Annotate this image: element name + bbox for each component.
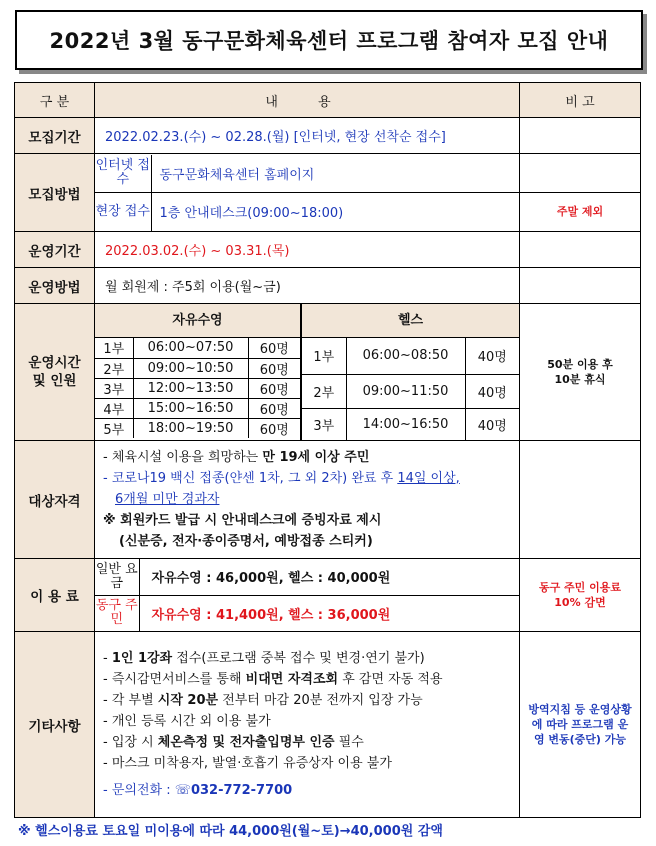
fees-label: 이 용 료 xyxy=(15,559,95,632)
swim-part: 1부 xyxy=(95,338,133,358)
swim-cap: 60명 xyxy=(248,398,300,418)
general-fee-label: 일반 요금 xyxy=(95,559,139,595)
swim-row xyxy=(95,418,300,438)
gym-cap: 40명 xyxy=(465,374,519,408)
gym-time: 14:00~16:50 xyxy=(346,408,465,440)
swim-table xyxy=(95,338,300,438)
eligibility-line-5: (신분증, 전자·종이증명서, 예방접종 스티커) xyxy=(119,534,373,549)
swim-time: 12:00~13:50 xyxy=(133,378,248,398)
swim-time: 06:00~07:50 xyxy=(133,338,248,358)
recruit-method-row xyxy=(15,154,641,232)
schedule-note: 50분 이용 후 10분 휴식 xyxy=(547,358,613,386)
swim-row xyxy=(95,398,300,418)
phone-number[interactable]: 032-772-7700 xyxy=(190,783,293,798)
title-box xyxy=(15,10,643,70)
gym-part: 3부 xyxy=(302,408,346,440)
others-item: - 개인 등록 시간 외 이용 불가 xyxy=(103,714,271,729)
header-content: 내 용 xyxy=(95,83,520,118)
eligibility-label: 대상자격 xyxy=(15,441,95,559)
eligibility-line-4: ※ 회원카드 발급 시 안내데스크에 증빙자료 제시 xyxy=(103,513,382,528)
operation-period-value: 2022.03.02.(수) ~ 03.31.(목) xyxy=(95,232,520,268)
swim-part: 3부 xyxy=(95,378,133,398)
swim-part: 4부 xyxy=(95,398,133,418)
onsite-label: 현장 접수 xyxy=(95,193,151,231)
schedule-label: 운영시간 및 인원 xyxy=(28,355,81,389)
internet-value: 동구문화체육센터 홈페이지 xyxy=(151,155,519,193)
onsite-value: 1층 안내데스크(09:00~18:00) xyxy=(151,193,519,231)
general-fee-value: 자유수영 : 46,000원, 헬스 : 40,000원 xyxy=(139,559,519,595)
operation-method-label: 운영방법 xyxy=(15,268,95,304)
swim-time: 15:00~16:50 xyxy=(133,398,248,418)
eligibility-line-2: - 코로나19 백신 접종(얀센 1차, 그 외 2차) 완료 후 14일 이상, xyxy=(103,471,460,486)
others-item: - 각 부별 시작 20분 전부터 마감 20분 전까지 입장 가능 xyxy=(103,693,423,708)
swim-part: 2부 xyxy=(95,358,133,378)
swim-part: 5부 xyxy=(95,418,133,438)
recruit-period-row xyxy=(15,118,641,154)
internet-label: 인터넷 접수 xyxy=(95,155,151,193)
swim-cap: 60명 xyxy=(248,418,300,438)
others-row xyxy=(15,632,641,818)
gym-time: 06:00~08:50 xyxy=(346,338,465,374)
swim-row xyxy=(95,358,300,378)
others-label: 기타사항 xyxy=(15,632,95,818)
onsite-note: 주말 제외 xyxy=(556,205,604,218)
eligibility-line-1: - 체육시설 이용을 희망하는 만 19세 이상 주민 xyxy=(103,450,370,465)
recruit-method-subtable xyxy=(95,155,519,231)
recruit-period-label: 모집기간 xyxy=(15,118,95,154)
resident-fee-label: 동구 주민 xyxy=(95,595,139,631)
gym-row xyxy=(302,338,519,374)
gym-cap: 40명 xyxy=(465,408,519,440)
gym-row xyxy=(302,374,519,408)
swim-row xyxy=(95,338,300,358)
info-table xyxy=(14,82,641,818)
swim-row xyxy=(95,378,300,398)
operation-period-row xyxy=(15,232,641,268)
footnote: ※ 헬스이용료 토요일 미이용에 따라 44,000원(월~토)→40,000원 감액 xyxy=(18,824,443,839)
gym-row xyxy=(302,408,519,440)
swim-cap: 60명 xyxy=(248,358,300,378)
swim-time: 09:00~10:50 xyxy=(133,358,248,378)
others-item: - 입장 시 체온측정 및 전자출입명부 인증 필수 xyxy=(103,735,364,750)
operation-method-value: 월 회원제 : 주5회 이용(월~금) xyxy=(95,268,520,304)
resident-fee-value: 자유수영 : 41,400원, 헬스 : 36,000원 xyxy=(139,595,519,631)
gym-cap: 40명 xyxy=(465,338,519,374)
gym-part: 2부 xyxy=(302,374,346,408)
swim-title: 자유수영 xyxy=(95,304,300,338)
eligibility-line-3: 6개월 미만 경과자 xyxy=(115,492,220,507)
fees-row xyxy=(15,559,641,632)
others-list xyxy=(95,642,519,780)
operation-method-row xyxy=(15,268,641,304)
schedule-row xyxy=(15,304,641,441)
others-item: - 1인 1강좌 접수(프로그램 중복 접수 및 변경·연기 불가) xyxy=(103,651,425,666)
page-title: 2022년 3월 동구문화체육센터 프로그램 참여자 모집 안내 xyxy=(49,29,609,53)
swim-cap: 60명 xyxy=(248,378,300,398)
gym-schedule xyxy=(302,304,519,440)
swim-schedule xyxy=(95,304,302,440)
eligibility-row xyxy=(15,441,641,559)
others-note: 방역지침 등 운영상황에 따라 프로그램 운영 변동(중단) 가능 xyxy=(528,703,632,746)
recruit-period-value: 2022.02.23.(수) ~ 02.28.(월) [인터넷, 현장 선착순 접수] xyxy=(95,118,520,154)
header-remarks: 비 고 xyxy=(520,83,641,118)
gym-part: 1부 xyxy=(302,338,346,374)
table-header-row xyxy=(15,83,641,118)
swim-time: 18:00~19:50 xyxy=(133,418,248,438)
phone-line: - 문의전화 : ☏032-772-7700 xyxy=(103,783,293,798)
operation-period-label: 운영기간 xyxy=(15,232,95,268)
header-category: 구 분 xyxy=(15,83,95,118)
fees-note: 동구 주민 이용료 10% 감면 xyxy=(538,581,622,609)
others-item: - 즉시감면서비스를 통해 비대면 자격조회 후 감면 자동 적용 xyxy=(103,672,443,687)
gym-table xyxy=(302,338,519,440)
others-item: - 마스크 미착용자, 발열·호흡기 유증상자 이용 불가 xyxy=(103,756,392,771)
swim-cap: 60명 xyxy=(248,338,300,358)
telephone-icon: ☏ xyxy=(174,783,191,798)
gym-title: 헬스 xyxy=(302,304,519,338)
fees-subtable xyxy=(95,559,519,631)
recruit-method-label: 모집방법 xyxy=(15,154,95,232)
gym-time: 09:00~11:50 xyxy=(346,374,465,408)
